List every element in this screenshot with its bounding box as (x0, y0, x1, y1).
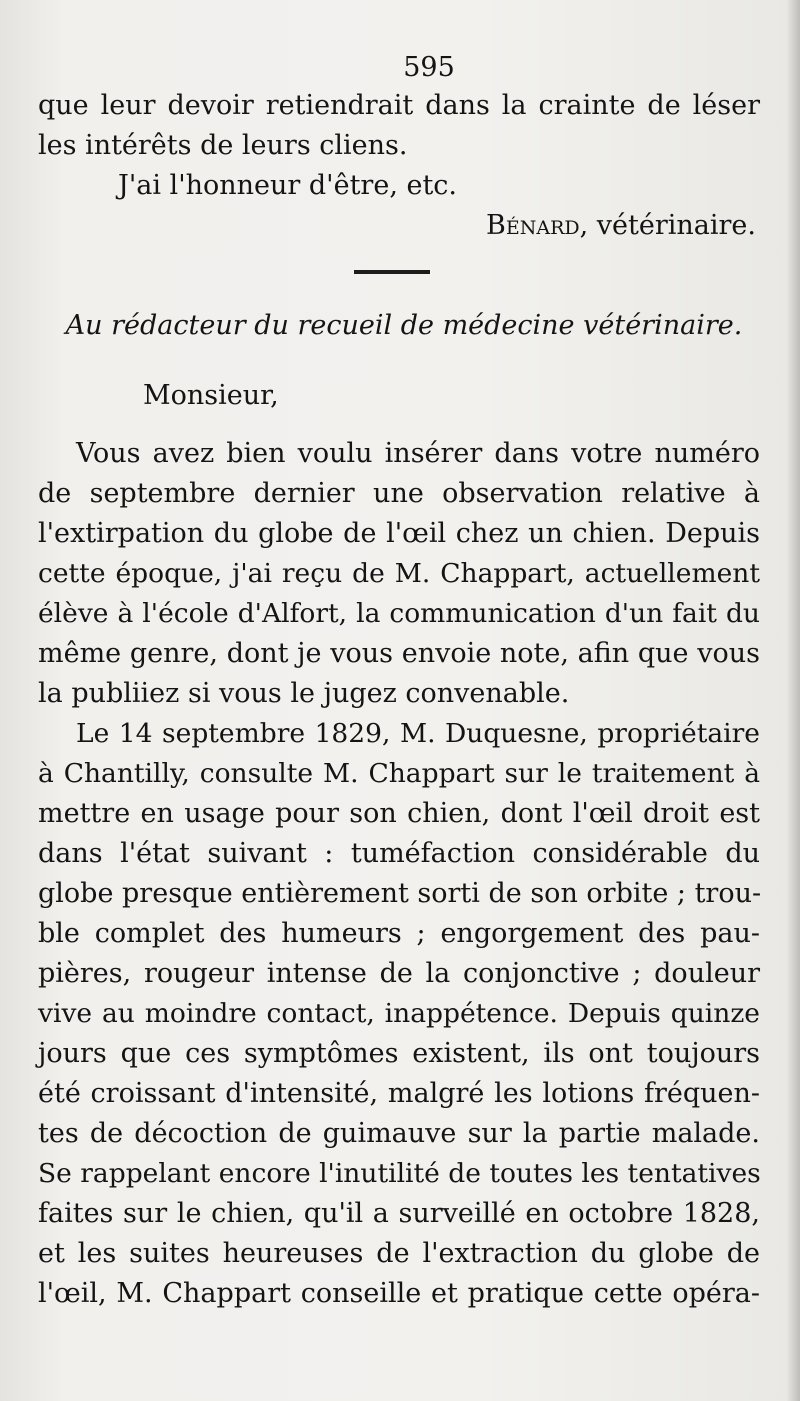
text-line: l'œil, M. Chappart conseille et pratique cette opéra- (38, 1278, 760, 1309)
text-line: vive au moindre contact, inappétence. Depuis quinze (38, 998, 760, 1029)
text-line: élève à l'école d'Alfort, la communication d'un fait du (38, 598, 760, 629)
text-line: dans l'état suivant : tuméfaction considérable du (38, 838, 760, 869)
text-line: la publiiez si vous le jugez convenable. (38, 678, 570, 709)
text-line: Vous avez bien voulu insérer dans votre numéro (76, 438, 760, 469)
signature-name: Bénard (486, 210, 580, 241)
page-text (38, 48, 760, 1314)
text-line: cette époque, j'ai reçu de M. Chappart, actuellement (38, 558, 760, 589)
signature-title: , vétérinaire. (579, 210, 756, 241)
text-line: tes de décoction de guimauve sur la partie malade. (38, 1118, 760, 1149)
text-line: faites sur le chien, qu'il a surveillé en octobre 1828, (38, 1198, 760, 1229)
text-line: même genre, dont je vous envoie note, afin que vous (38, 638, 760, 669)
text-line: à Chantilly, consulte M. Chappart sur le traitement à (38, 758, 760, 789)
text-line: Le 14 septembre 1829, M. Duquesne, propriétaire (76, 718, 760, 749)
text-line: Se rappelant encore l'inutilité de toutes les tentatives (38, 1158, 761, 1189)
paragraph-2 (38, 714, 760, 1314)
divider-rule (354, 270, 430, 274)
text-line: globe presque entièrement sorti de son orbite ; trou- (38, 878, 762, 909)
text-line: jours que ces symptômes existent, ils ont toujours (38, 1038, 760, 1069)
text-line: mettre en usage pour son chien, dont l'œil droit est (38, 798, 760, 829)
text-line: que leur devoir retiendrait dans la crainte de léser (38, 90, 760, 121)
text-line: été croissant d'intensité, malgré les lotions fréquen- (38, 1078, 760, 1109)
text-line: pières, rougeur intense de la conjonctive ; douleur (38, 958, 760, 989)
spacer (38, 416, 760, 434)
page-spine-shadow (786, 0, 800, 1401)
text-line: les intérêts de leurs cliens. (38, 130, 408, 161)
text-line: de septembre dernier une observation relative à (38, 478, 760, 509)
salutation: Monsieur, (143, 380, 279, 411)
letter-heading: Au rédacteur du recueil de médecine vétérinaire. (65, 310, 743, 341)
section-divider (38, 246, 760, 298)
signature (38, 206, 760, 246)
text-line: et les suites heureuses de l'extraction du globe de (38, 1238, 760, 1269)
page-number: 595 (403, 52, 455, 83)
text-line: ble complet des humeurs ; engorgement des pau- (38, 918, 760, 949)
text-line: l'extirpation du globe de l'œil chez un chien. Depuis (38, 518, 760, 549)
closing-formula: J'ai l'honneur d'être, etc. (118, 170, 458, 201)
paragraph-1 (38, 434, 760, 714)
